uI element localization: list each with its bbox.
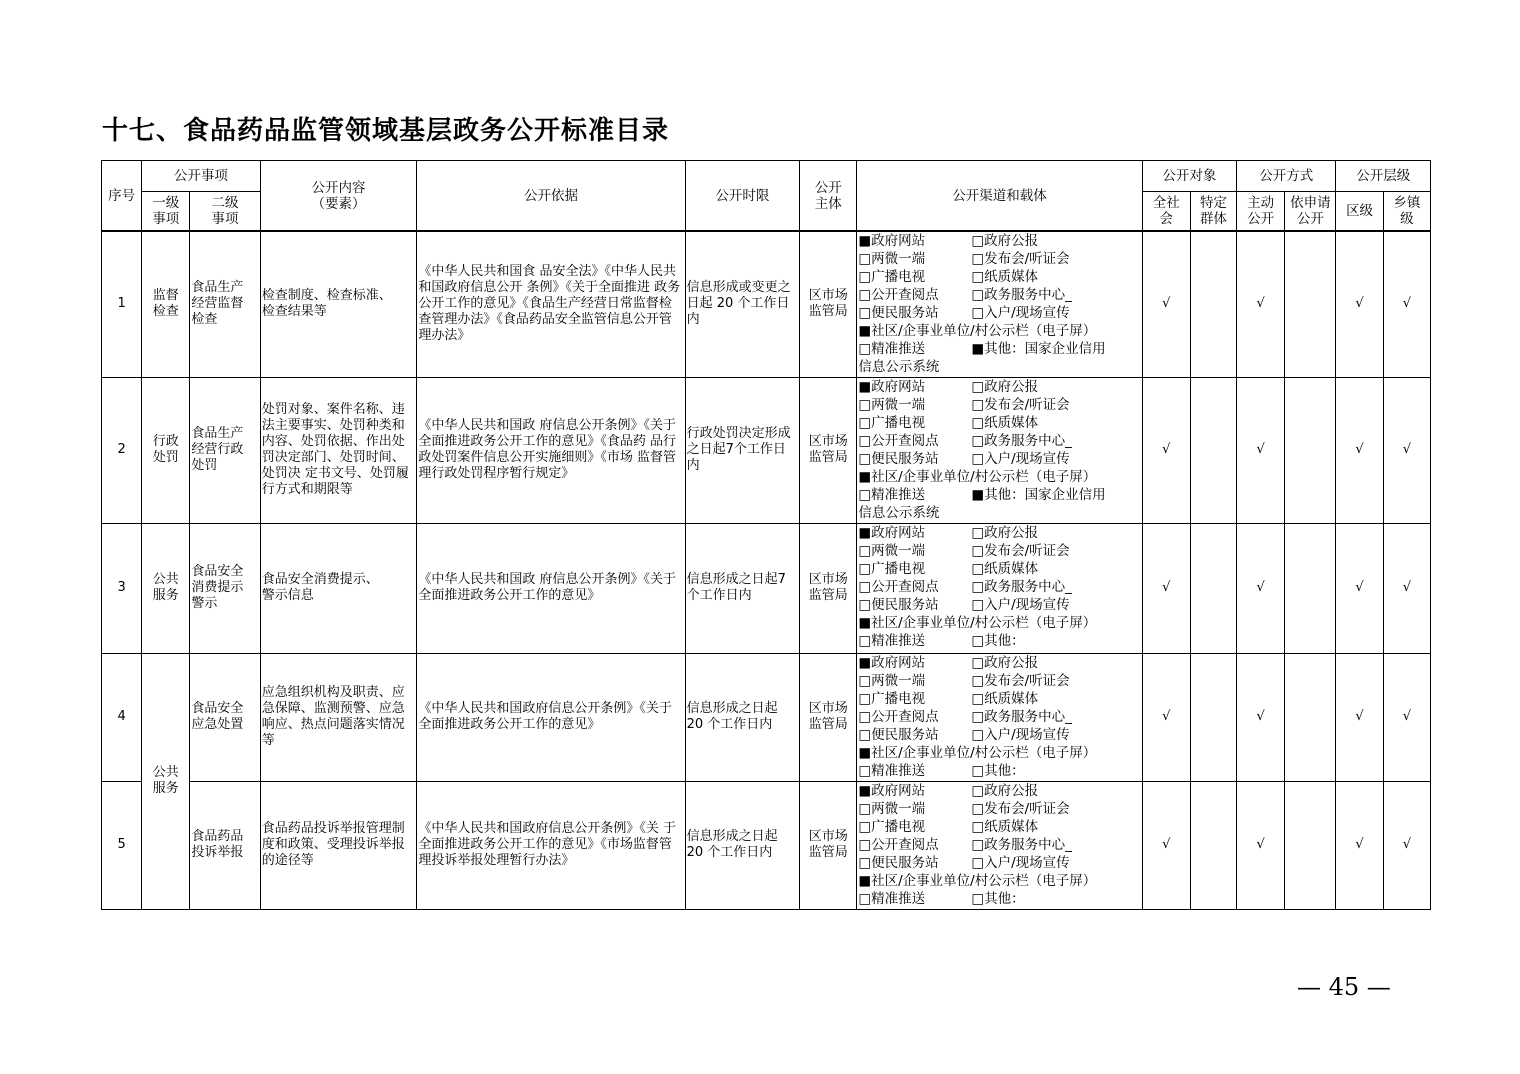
- row-seq: 4: [102, 653, 142, 781]
- channel-option: □广播电视: [858, 560, 926, 577]
- row-channels: [857, 653, 1142, 781]
- channel-line: [858, 486, 1140, 504]
- row-level1: 行政 处罚: [142, 377, 190, 523]
- check-lv-district: √: [1336, 653, 1383, 781]
- channel-option: □纸质媒体: [971, 269, 1039, 285]
- channel-line: [858, 614, 1140, 632]
- channel-line: [858, 268, 1140, 286]
- check-lv-town: √: [1383, 653, 1430, 781]
- channel-option: □两微一端: [858, 800, 926, 817]
- row-subject: 区市场 监管局: [800, 781, 857, 909]
- row-content: 应急组织机构及职责、应急保障、监测预警、应急响应、热点问题落实情况等: [260, 653, 417, 781]
- channel-line: [858, 654, 1140, 672]
- header-method: 公开方式: [1237, 161, 1336, 192]
- channel-line: [858, 542, 1140, 560]
- row-level1: 公共 服务: [142, 523, 190, 653]
- channel-option: □精准推送: [858, 762, 926, 779]
- row-basis: 《中华人民共和国食 品安全法》《中华人民共和国政府信息公开 条例》《关于全面推进 政务公开工作的意见》《食品生产经营日常监督检查管理办法》《食品药品安全监管信息公开管理办法》: [417, 231, 685, 377]
- channel-option: ■政府网站: [858, 378, 926, 395]
- row-level2: 食品生产 经营行政 处罚: [190, 377, 260, 523]
- channel-option: □政务服务中心_: [971, 432, 1072, 449]
- channel-option: □两微一端: [858, 542, 926, 559]
- channel-option: □两微一端: [858, 396, 926, 413]
- channel-option: □政务服务中心_: [971, 287, 1072, 303]
- channel-line: [858, 340, 1140, 358]
- channel-line: [858, 818, 1140, 836]
- row-basis: 《中华人民共和国政 府信息公开条例》《关于全面推进政务公开工作的意见》: [417, 523, 685, 653]
- channel-line: [858, 304, 1140, 322]
- check-lv-district: √: [1336, 523, 1383, 653]
- channel-option: ■政府网站: [858, 233, 926, 249]
- channel-option: ■社区/企事业单位/村公示栏（电子屏）: [858, 744, 1097, 761]
- channel-line: [858, 672, 1140, 690]
- channel-line: [858, 358, 1140, 376]
- row-seq: 1: [102, 231, 142, 377]
- check-obj-all: √: [1142, 523, 1190, 653]
- header-method-request: 依申请 公开: [1285, 192, 1336, 232]
- channel-option: □其他：: [971, 632, 1025, 649]
- channel-option: □便民服务站: [858, 450, 939, 467]
- row-level2: 食品安全 消费提示 警示: [190, 523, 260, 653]
- row-basis: 《中华人民共和国政府信息公开条例》《关 于全面推进政务公开工作的意见》《市场监督管理投诉举报处理暂行办法》: [417, 781, 685, 909]
- row-basis: 《中华人民共和国政府信息公开条例》《关于全面推进政务公开工作的意见》: [417, 653, 685, 781]
- check-m-active: √: [1237, 377, 1285, 523]
- channel-line: [858, 632, 1140, 650]
- channel-option: □公开查阅点: [858, 287, 939, 303]
- channel-line: [858, 836, 1140, 854]
- channel-option: □便民服务站: [858, 854, 939, 871]
- row-seq: 3: [102, 523, 142, 653]
- header-seq: 序号: [102, 161, 142, 232]
- channel-option: □纸质媒体: [971, 414, 1039, 431]
- channel-option: □入户/现场宣传: [971, 450, 1070, 467]
- channel-option: □政府公报: [971, 782, 1039, 799]
- check-obj-specific: [1190, 781, 1236, 909]
- check-m-active: √: [1237, 781, 1285, 909]
- channel-option: □纸质媒体: [971, 818, 1039, 835]
- channel-line: [858, 250, 1140, 268]
- row-channels: [857, 781, 1142, 909]
- channel-option: ■政府网站: [858, 524, 926, 541]
- row-channels: [857, 523, 1142, 653]
- check-m-request: [1285, 377, 1336, 523]
- check-m-active: √: [1237, 523, 1285, 653]
- header-content: 公开内容 （要素）: [260, 161, 417, 232]
- header-level: 公开层级: [1336, 161, 1431, 192]
- channel-line: [858, 578, 1140, 596]
- channel-line: [858, 854, 1140, 872]
- channel-line: [858, 232, 1140, 250]
- header-channel: 公开渠道和载体: [857, 161, 1142, 232]
- channel-line: [858, 504, 1140, 522]
- channel-option: □政府公报: [971, 654, 1039, 671]
- channel-option: □精准推送: [858, 632, 926, 649]
- check-m-request: [1285, 523, 1336, 653]
- table-row: [102, 781, 1431, 909]
- channel-option: □其他：: [971, 890, 1025, 907]
- check-obj-specific: [1190, 653, 1236, 781]
- channel-option: □精准推送: [858, 486, 926, 503]
- channel-option: □广播电视: [858, 818, 926, 835]
- table-row: [102, 523, 1431, 653]
- channel-option: □政务服务中心_: [971, 708, 1072, 725]
- check-obj-all: √: [1142, 653, 1190, 781]
- check-m-request: [1285, 781, 1336, 909]
- channel-line: [858, 726, 1140, 744]
- row-channels: [857, 231, 1142, 377]
- page-number: — 45 —: [1297, 973, 1391, 1001]
- channel-line: [858, 690, 1140, 708]
- row-subject: 区市场 监管局: [800, 523, 857, 653]
- channel-option: □发布会/听证会: [971, 542, 1070, 559]
- header-basis: 公开依据: [417, 161, 685, 232]
- header-level1: 一级 事项: [142, 192, 190, 232]
- row-subject: 区市场 监管局: [800, 653, 857, 781]
- channel-option: ■社区/企事业单位/村公示栏（电子屏）: [858, 468, 1097, 485]
- check-lv-town: √: [1383, 781, 1430, 909]
- check-m-active: √: [1237, 653, 1285, 781]
- page-title: 十七、食品药品监管领域基层政务公开标准目录: [102, 116, 670, 146]
- row-basis: 《中华人民共和国政 府信息公开条例》《关于全面推进政务公开工作的意见》《食品药 品行政处罚案件信息公开实施细则》《市场 监督管理行政处罚程序暂行规定》: [417, 377, 685, 523]
- check-lv-town: √: [1383, 377, 1430, 523]
- row-time: 信息形成或变更之日起 20 个工作日内: [685, 231, 800, 377]
- channel-option: □政务服务中心_: [971, 836, 1072, 853]
- channel-option: □便民服务站: [858, 596, 939, 613]
- header-time: 公开时限: [685, 161, 800, 232]
- row-content: 食品安全消费提示、 警示信息: [260, 523, 417, 653]
- check-m-request: [1285, 653, 1336, 781]
- channel-option: □公开查阅点: [858, 836, 939, 853]
- check-obj-all: √: [1142, 781, 1190, 909]
- channel-option: □入户/现场宣传: [971, 854, 1070, 871]
- channel-option: □精准推送: [858, 341, 926, 357]
- channel-line: [858, 414, 1140, 432]
- row-time: 信息形成之日起 20 个工作日内: [685, 781, 800, 909]
- catalog-table: [101, 160, 1431, 910]
- check-lv-town: √: [1383, 231, 1430, 377]
- channel-line: [858, 286, 1140, 304]
- channel-option: ■社区/企事业单位/村公示栏（电子屏）: [858, 614, 1097, 631]
- channel-line: [858, 468, 1140, 486]
- row-time: 信息形成之日起7个工作日内: [685, 523, 800, 653]
- check-obj-specific: [1190, 377, 1236, 523]
- channel-line: [858, 890, 1140, 908]
- channel-option: □纸质媒体: [971, 560, 1039, 577]
- channel-line: [858, 560, 1140, 578]
- header-method-active: 主动 公开: [1237, 192, 1285, 232]
- channel-line: [858, 432, 1140, 450]
- channel-option: □两微一端: [858, 251, 926, 267]
- channel-option: □便民服务站: [858, 305, 939, 321]
- channel-option: □便民服务站: [858, 726, 939, 743]
- header-item: 公开事项: [142, 161, 261, 192]
- header-obj-all: 全社 会: [1142, 192, 1190, 232]
- check-lv-district: √: [1336, 231, 1383, 377]
- table-row: [102, 653, 1431, 781]
- check-obj-all: √: [1142, 231, 1190, 377]
- header-obj-specific: 特定 群体: [1190, 192, 1236, 232]
- channel-option: □公开查阅点: [858, 578, 939, 595]
- channel-line: [858, 762, 1140, 780]
- channel-option: □公开查阅点: [858, 708, 939, 725]
- channel-option: □其他：: [971, 762, 1025, 779]
- channel-option: □精准推送: [858, 890, 926, 907]
- channel-option: □公开查阅点: [858, 432, 939, 449]
- check-m-request: [1285, 231, 1336, 377]
- channel-option: ■其他：国家企业信用: [971, 341, 1106, 357]
- channel-option: □入户/现场宣传: [971, 726, 1070, 743]
- channel-option: □发布会/听证会: [971, 672, 1070, 689]
- row-subject: 区市场 监管局: [800, 231, 857, 377]
- channel-option: □政府公报: [971, 524, 1039, 541]
- channel-line: [858, 800, 1140, 818]
- check-lv-district: √: [1336, 781, 1383, 909]
- channel-option: 信息公示系统: [858, 359, 940, 375]
- row-seq: 5: [102, 781, 142, 909]
- channel-option: ■其他：国家企业信用: [971, 486, 1106, 503]
- channel-option: ■政府网站: [858, 654, 926, 671]
- row-content: 食品药品投诉举报管理制度和政策、受理投诉举报的途径等: [260, 781, 417, 909]
- header-level-town: 乡镇 级: [1383, 192, 1430, 232]
- check-lv-town: √: [1383, 523, 1430, 653]
- row-level1: 公共 服务: [142, 653, 190, 909]
- check-obj-specific: [1190, 231, 1236, 377]
- header-level2: 二级 事项: [190, 192, 260, 232]
- channel-option: □政务服务中心_: [971, 578, 1072, 595]
- channel-option: □入户/现场宣传: [971, 305, 1070, 321]
- channel-option: □发布会/听证会: [971, 800, 1070, 817]
- check-obj-all: √: [1142, 377, 1190, 523]
- row-level1: 监督 检查: [142, 231, 190, 377]
- row-seq: 2: [102, 377, 142, 523]
- check-obj-specific: [1190, 523, 1236, 653]
- channel-option: □发布会/听证会: [971, 251, 1070, 267]
- channel-line: [858, 450, 1140, 468]
- channel-option: □政府公报: [971, 378, 1039, 395]
- channel-line: [858, 744, 1140, 762]
- row-content: 处罚对象、案件名称、违法主要事实、处罚种类和内容、处罚依据、作出处罚决定部门、处罚时间、处罚决 定书文号、处罚履行方式和期限等: [260, 377, 417, 523]
- channel-line: [858, 596, 1140, 614]
- header-level-district: 区级: [1336, 192, 1383, 232]
- channel-line: [858, 524, 1140, 542]
- row-channels: [857, 377, 1142, 523]
- row-level2: 食品安全 应急处置: [190, 653, 260, 781]
- channel-option: □广播电视: [858, 269, 926, 285]
- header-subject: 公开 主体: [800, 161, 857, 232]
- channel-option: □两微一端: [858, 672, 926, 689]
- channel-option: □纸质媒体: [971, 690, 1039, 707]
- row-time: 信息形成之日起 20 个工作日内: [685, 653, 800, 781]
- channel-option: □发布会/听证会: [971, 396, 1070, 413]
- row-time: 行政处罚决定形成之日起7个工作日内: [685, 377, 800, 523]
- table-row: [102, 231, 1431, 377]
- header-object: 公开对象: [1142, 161, 1236, 192]
- channel-line: [858, 782, 1140, 800]
- row-level2: 食品药品 投诉举报: [190, 781, 260, 909]
- table-row: [102, 377, 1431, 523]
- check-lv-district: √: [1336, 377, 1383, 523]
- channel-option: ■社区/企事业单位/村公示栏（电子屏）: [858, 323, 1097, 339]
- channel-line: [858, 396, 1140, 414]
- channel-option: ■社区/企事业单位/村公示栏（电子屏）: [858, 872, 1097, 889]
- channel-option: □广播电视: [858, 690, 926, 707]
- channel-line: [858, 378, 1140, 396]
- row-content: 检查制度、检查标准、 检查结果等: [260, 231, 417, 377]
- channel-option: □入户/现场宣传: [971, 596, 1070, 613]
- channel-option: □广播电视: [858, 414, 926, 431]
- check-m-active: √: [1237, 231, 1285, 377]
- channel-option: 信息公示系统: [858, 504, 940, 521]
- channel-line: [858, 322, 1140, 340]
- channel-option: □政府公报: [971, 233, 1039, 249]
- row-level2: 食品生产 经营监督 检查: [190, 231, 260, 377]
- channel-line: [858, 872, 1140, 890]
- row-subject: 区市场 监管局: [800, 377, 857, 523]
- channel-line: [858, 708, 1140, 726]
- channel-option: ■政府网站: [858, 782, 926, 799]
